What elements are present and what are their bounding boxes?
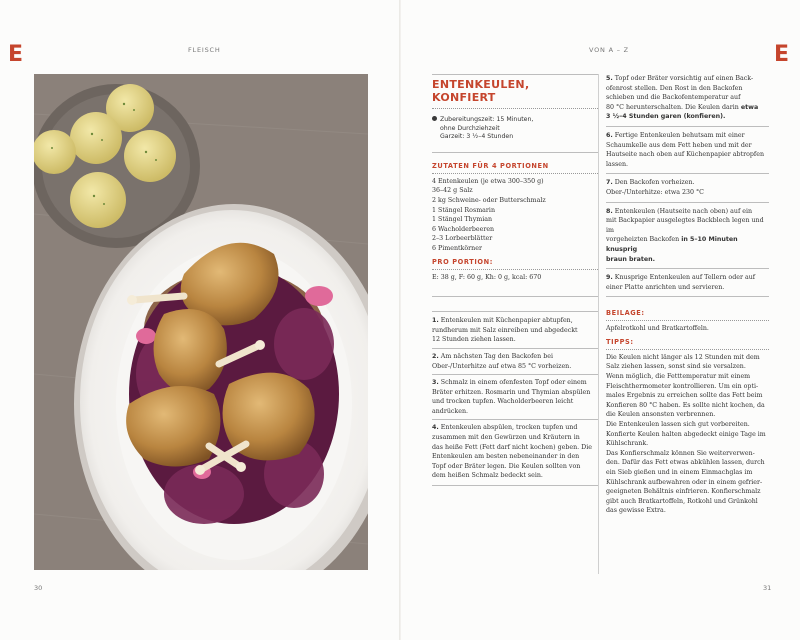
step-number: 6. bbox=[606, 131, 613, 139]
step-line: Bräter erhitzen. Rosmarin und Thymian abspülen bbox=[432, 388, 591, 396]
ingredients-heading: ZUTATEN FÜR 4 PORTIONEN bbox=[432, 161, 549, 170]
step-8 bbox=[606, 207, 769, 265]
ingredient-item: 4 Entenkeulen (je etwa 300–350 g) bbox=[432, 177, 544, 185]
step-line: andrücken. bbox=[432, 407, 469, 415]
prep-time: Zubereitungszeit: 15 Minuten, bbox=[440, 116, 534, 123]
step-line: das heiße Fett (Fett darf nicht kochen) geben. Die bbox=[432, 443, 592, 451]
step-5 bbox=[606, 74, 769, 122]
tip-line: males Ergebnis zu erreichen sollte das Fett beim bbox=[606, 392, 763, 400]
step-line: Ober-/Unterhitze auf etwa 85 °C vorheizen. bbox=[432, 362, 572, 370]
tip-line: Kühlschrank. bbox=[606, 440, 649, 448]
running-head: FLEISCH bbox=[188, 46, 221, 54]
tip-line: Konfierte Keulen halten abgedeckt einige Tage im bbox=[606, 430, 766, 438]
beilage-text: Apfelrotkohl und Bratkartoffeln. bbox=[606, 325, 709, 333]
tip-line: Salz ziehen lassen, sonst sind sie versalzen. bbox=[606, 363, 746, 371]
step-line: schieben und die Backofentemperatur auf bbox=[606, 94, 741, 102]
left-page bbox=[0, 0, 399, 640]
tipps-text bbox=[606, 353, 769, 516]
tip-line: das gewisse Extra. bbox=[606, 507, 666, 515]
step-4 bbox=[432, 423, 598, 481]
index-letter: E bbox=[8, 42, 24, 67]
tip-line: Die Entenkeulen lassen sich gut vorbereiten. bbox=[606, 421, 750, 429]
step-7 bbox=[606, 178, 769, 197]
recipe-title-line2: KONFIERT bbox=[432, 91, 496, 104]
ingredients-list bbox=[432, 177, 598, 254]
step-emphasis: etwa bbox=[740, 103, 759, 111]
step-line: rundherum mit Salz einreiben und abgedeckt bbox=[432, 326, 578, 334]
ingredient-item: 2–3 Lorbeerblätter bbox=[432, 235, 493, 243]
step-line: Entenkeulen mit Küchenpapier abtupfen, bbox=[440, 317, 573, 325]
step-line: Hautseite nach oben auf Küchenpapier abtropfen bbox=[606, 151, 765, 159]
tip-line: Das Konfierschmalz können Sie weiterverwen- bbox=[606, 449, 755, 457]
step-number: 4. bbox=[432, 424, 439, 432]
step-emphasis: braun braten. bbox=[606, 255, 656, 263]
tip-line: die Keulen ansonsten verbrennen. bbox=[606, 411, 716, 419]
tip-line: geeigneten Behältnis einfrieren. Konfierschmalz bbox=[606, 488, 761, 496]
beilage-heading: BEILAGE: bbox=[606, 309, 645, 318]
step-line: Entenkeulen am besten nebeneinander in den bbox=[432, 453, 580, 461]
ingredient-item: 1 Stängel Thymian bbox=[432, 216, 493, 224]
portion-heading: PRO PORTION: bbox=[432, 257, 493, 266]
food-photo bbox=[34, 74, 368, 570]
step-line: Ober-/Unterhitze: etwa 230 °C bbox=[606, 188, 704, 196]
step-line: Am nächsten Tag den Backofen bei bbox=[440, 352, 553, 360]
title-block bbox=[432, 74, 598, 104]
time-info bbox=[432, 116, 598, 142]
clock-icon bbox=[432, 116, 437, 121]
cook-time: Garzeit: 3 ½–4 Stunden bbox=[440, 133, 514, 141]
ingredient-item: 6 Wacholderbeeren bbox=[432, 225, 495, 233]
right-page bbox=[401, 0, 800, 640]
tip-line: gibt auch Bratkartoffeln, Rotkohl und Grünkohl bbox=[606, 497, 758, 505]
step-line: Knusprige Entenkeulen auf Tellern oder auf bbox=[614, 274, 756, 282]
step-6 bbox=[606, 131, 769, 169]
step-line: zusammen mit den Gewürzen und Kräutern in bbox=[432, 434, 580, 442]
step-number: 7. bbox=[606, 179, 613, 187]
ingredient-item: 2 kg Schweine- oder Butterschmalz bbox=[432, 196, 546, 204]
step-emphasis: in 5–10 Minuten knusprig bbox=[606, 236, 738, 253]
prep-note: ohne Durchziehzeit bbox=[440, 124, 500, 132]
step-line: ofenrost stellen. Den Rost in den Backofen bbox=[606, 84, 743, 92]
step-line: lassen. bbox=[606, 160, 629, 168]
recipe-right-column bbox=[606, 74, 769, 516]
ingredient-item: 6 Pimentkörner bbox=[432, 244, 482, 252]
step-line: Den Backofen vorheizen. bbox=[614, 179, 695, 187]
step-number: 9. bbox=[606, 274, 613, 282]
step-line: Fertige Entenkeulen behutsam mit einer bbox=[614, 131, 745, 139]
step-3 bbox=[432, 378, 598, 416]
recipe-left-column bbox=[432, 74, 598, 486]
step-line: mit Backpapier ausgelegtes Backblech legen und im bbox=[606, 217, 764, 234]
page-number-right: 31 bbox=[763, 584, 772, 592]
tip-line: Wenn möglich, die Fetttemperatur mit einem bbox=[606, 373, 751, 381]
tip-line: Konfieren 80 °C haben. Es sollte nicht kochen, da bbox=[606, 401, 765, 409]
step-line: einer Platte anrichten und servieren. bbox=[606, 283, 725, 291]
column-divider bbox=[598, 74, 599, 574]
index-letter-right: E bbox=[774, 42, 790, 67]
step-line: 80 °C herunterschalten. Die Keulen darin bbox=[606, 103, 739, 111]
step-number: 3. bbox=[432, 379, 439, 387]
step-1 bbox=[432, 316, 598, 345]
step-line: dem heißen Schmalz bedeckt sein. bbox=[432, 472, 543, 480]
tip-line: ein Sieb gießen und in einem Einmachglas im bbox=[606, 469, 753, 476]
step-9 bbox=[606, 273, 769, 292]
step-line: Schaumkelle aus dem Fett heben und mit der bbox=[606, 141, 752, 149]
step-line: Topf oder Bräter vorsichtig auf einen Back- bbox=[614, 75, 754, 82]
recipe-title-line1: ENTENKEULEN, bbox=[432, 78, 530, 91]
page-number-left: 30 bbox=[34, 584, 43, 592]
step-number: 2. bbox=[432, 352, 439, 360]
step-line: Entenkeulen abspülen, trocken tupfen und bbox=[440, 424, 578, 432]
portion-values: E: 38 g, F: 60 g, Kh: 0 g, kcal: 670 bbox=[432, 273, 542, 281]
step-number: 8. bbox=[606, 207, 613, 215]
step-emphasis: 3 ½–4 Stunden garen (konfieren). bbox=[606, 113, 726, 121]
tipps-heading: TIPPS: bbox=[606, 337, 634, 346]
step-number: 5. bbox=[606, 75, 613, 82]
step-line: Schmalz in einem ofenfesten Topf oder einem bbox=[440, 379, 587, 387]
tip-line: den. Dafür das Fett etwas abkühlen lassen, durch bbox=[606, 459, 765, 467]
step-number: 1. bbox=[432, 317, 439, 325]
step-line: Entenkeulen (Hautseite nach oben) auf ein bbox=[614, 207, 753, 215]
tip-line: Kühlschrank aufbewahren oder in einem gefrier- bbox=[606, 478, 763, 486]
step-line: Topf oder Bräter legen. Die Keulen sollten von bbox=[432, 462, 581, 470]
tip-line: Fleischthermometer kontrollieren. Um ein opti- bbox=[606, 382, 759, 390]
tip-line: Die Keulen nicht länger als 12 Stunden mit dem bbox=[606, 353, 760, 361]
duck-dish-image bbox=[34, 74, 368, 570]
step-line: und trocken tupfen. Wacholderbeeren leicht bbox=[432, 398, 574, 406]
running-head-right: VON A – Z bbox=[589, 46, 629, 54]
step-line: vorgeheizten Backofen bbox=[606, 236, 680, 244]
ingredient-item: 1 Stängel Rosmarin bbox=[432, 206, 496, 214]
step-line: 12 Stunden ziehen lassen. bbox=[432, 336, 516, 344]
ingredient-item: 36–42 g Salz bbox=[432, 187, 473, 195]
step-2 bbox=[432, 352, 598, 371]
